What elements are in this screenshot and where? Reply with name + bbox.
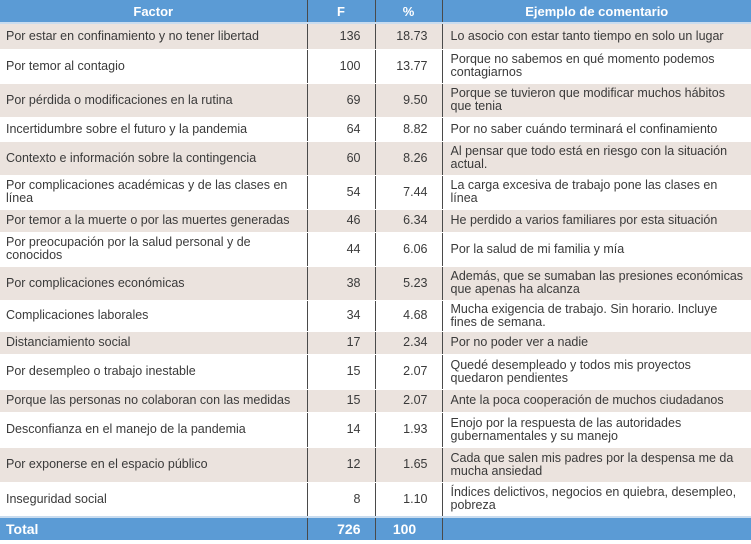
table-footer [0, 517, 751, 540]
factor-cell: Distanciamiento social [0, 331, 307, 354]
total-label: Total [0, 517, 307, 540]
factor-cell: Por temor a la muerte o por las muertes generadas [0, 209, 307, 232]
factor-cell: Por temor al contagio [0, 49, 307, 83]
table-row [0, 354, 751, 389]
frequency-cell: 54 [307, 175, 375, 209]
frequency-cell: 100 [307, 49, 375, 83]
table-row [0, 300, 751, 331]
table-row [0, 117, 751, 141]
factor-cell: Por preocupación por la salud personal y de conocidos [0, 232, 307, 266]
frequency-cell: 17 [307, 331, 375, 354]
factor-cell: Por complicaciones económicas [0, 266, 307, 300]
table-row [0, 232, 751, 266]
factor-cell: Desconfianza en el manejo de la pandemia [0, 412, 307, 447]
percent-cell: 7.44 [375, 175, 442, 209]
table-header [0, 0, 751, 23]
frequency-cell: 34 [307, 300, 375, 331]
comment-cell: Índices delictivos, negocios en quiebra, desempleo, pobreza [442, 482, 751, 517]
factor-cell: Porque las personas no colaboran con las medidas [0, 389, 307, 412]
frequency-cell: 15 [307, 354, 375, 389]
table-row [0, 83, 751, 117]
frequency-cell: 136 [307, 23, 375, 49]
percent-cell: 1.10 [375, 482, 442, 517]
header-factor: Factor [0, 0, 307, 23]
factor-cell: Complicaciones laborales [0, 300, 307, 331]
frequency-cell: 64 [307, 117, 375, 141]
factor-cell: Contexto e información sobre la contingencia [0, 141, 307, 175]
percent-cell: 2.07 [375, 389, 442, 412]
table-row [0, 209, 751, 232]
frequency-cell: 69 [307, 83, 375, 117]
percent-cell: 4.68 [375, 300, 442, 331]
header-frequency: F [307, 0, 375, 23]
comment-cell: Ante la poca cooperación de muchos ciudadanos [442, 389, 751, 412]
frequency-cell: 12 [307, 447, 375, 482]
frequency-cell: 46 [307, 209, 375, 232]
percent-cell: 9.50 [375, 83, 442, 117]
frequency-cell: 38 [307, 266, 375, 300]
frequency-cell: 14 [307, 412, 375, 447]
table-row [0, 23, 751, 49]
comment-cell: Por la salud de mi familia y mía [442, 232, 751, 266]
comment-cell: Cada que salen mis padres por la despensa me da mucha ansiedad [442, 447, 751, 482]
comment-cell: Además, que se sumaban las presiones económicas que apenas ha alcanza [442, 266, 751, 300]
total-comment [442, 517, 751, 540]
table-row [0, 175, 751, 209]
percent-cell: 13.77 [375, 49, 442, 83]
percent-cell: 6.34 [375, 209, 442, 232]
factor-cell: Inseguridad social [0, 482, 307, 517]
percent-cell: 2.07 [375, 354, 442, 389]
header-percent: % [375, 0, 442, 23]
table-row [0, 141, 751, 175]
factor-cell: Por exponerse en el espacio público [0, 447, 307, 482]
factor-cell: Por complicaciones académicas y de las clases en línea [0, 175, 307, 209]
percent-cell: 18.73 [375, 23, 442, 49]
comment-cell: He perdido a varios familiares por esta situación [442, 209, 751, 232]
comment-cell: Lo asocio con estar tanto tiempo en solo un lugar [442, 23, 751, 49]
frequency-cell: 15 [307, 389, 375, 412]
percent-cell: 1.93 [375, 412, 442, 447]
factor-cell: Incertidumbre sobre el futuro y la pandemia [0, 117, 307, 141]
table-row [0, 447, 751, 482]
comment-cell: Porque se tuvieron que modificar muchos hábitos que tenia [442, 83, 751, 117]
table-body [0, 23, 751, 517]
table-row [0, 331, 751, 354]
percent-cell: 1.65 [375, 447, 442, 482]
table-row [0, 412, 751, 447]
percent-cell: 5.23 [375, 266, 442, 300]
total-percent: 100 [375, 517, 442, 540]
percent-cell: 8.26 [375, 141, 442, 175]
comment-cell: Enojo por la respuesta de las autoridades gubernamentales y su manejo [442, 412, 751, 447]
percent-cell: 2.34 [375, 331, 442, 354]
comment-cell: Al pensar que todo está en riesgo con la situación actual. [442, 141, 751, 175]
frequency-cell: 60 [307, 141, 375, 175]
total-frequency: 726 [307, 517, 375, 540]
percent-cell: 6.06 [375, 232, 442, 266]
factor-cell: Por estar en confinamiento y no tener libertad [0, 23, 307, 49]
header-comment: Ejemplo de comentario [442, 0, 751, 23]
table-row [0, 49, 751, 83]
comment-cell: Mucha exigencia de trabajo. Sin horario. Incluye fines de semana. [442, 300, 751, 331]
comment-cell: Porque no sabemos en qué momento podemos contagiarnos [442, 49, 751, 83]
percent-cell: 8.82 [375, 117, 442, 141]
table-row [0, 482, 751, 517]
comment-cell: Por no poder ver a nadie [442, 331, 751, 354]
table-row [0, 266, 751, 300]
table-row [0, 389, 751, 412]
factor-cell: Por desempleo o trabajo inestable [0, 354, 307, 389]
factor-cell: Por pérdida o modificaciones en la rutina [0, 83, 307, 117]
comment-cell: Por no saber cuándo terminará el confinamiento [442, 117, 751, 141]
comment-cell: Quedé desempleado y todos mis proyectos quedaron pendientes [442, 354, 751, 389]
frequency-cell: 44 [307, 232, 375, 266]
comment-cell: La carga excesiva de trabajo pone las clases en línea [442, 175, 751, 209]
frequency-cell: 8 [307, 482, 375, 517]
